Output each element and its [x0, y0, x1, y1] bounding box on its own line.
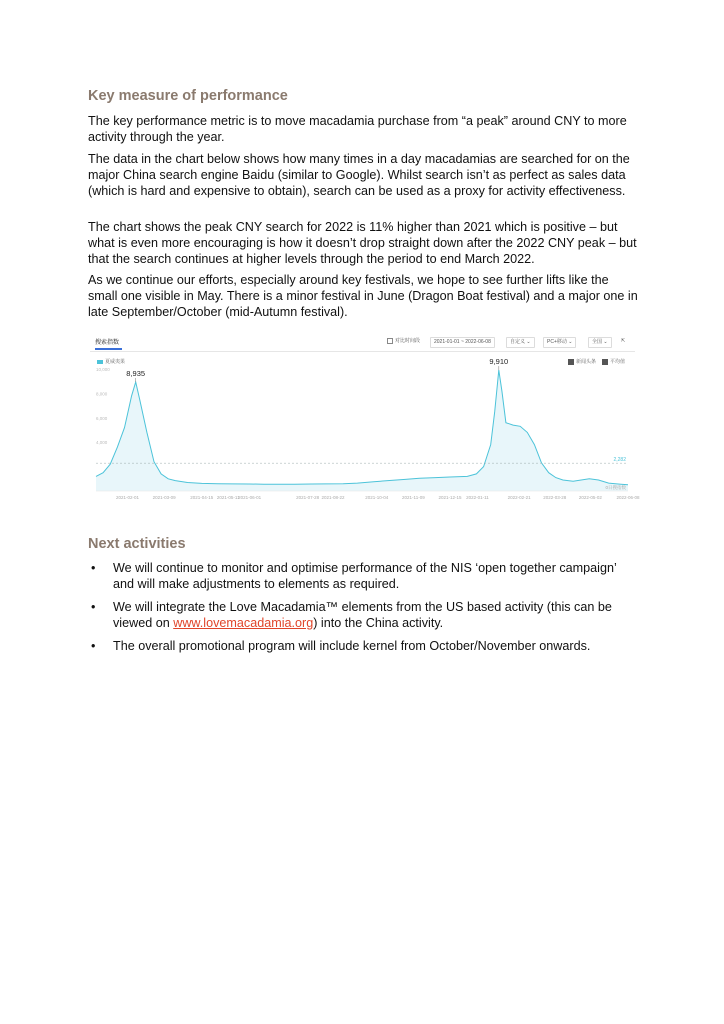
- x-tick-label: 2022-06-08: [616, 495, 640, 500]
- paragraph-2: The data in the chart below shows how many times in a day macadamias are searched for on the major China search engine Baidu (similar to Google). Whilst search isn’t as perfect as sales data (which is hard and expensive to obtain), search can be used as a proxy for activity effectiveness.: [88, 152, 630, 198]
- share-icon[interactable]: ⇱: [621, 338, 626, 344]
- lovemacadamia-link[interactable]: www.lovemacadamia.org: [173, 616, 314, 630]
- list-item: [88, 599, 640, 631]
- chevron-down-icon: ⌄: [568, 339, 573, 345]
- device-label: PC+移动: [547, 339, 567, 345]
- bullet: •: [91, 561, 96, 575]
- news-option-label: 新闻头条: [576, 359, 597, 365]
- paragraph-3: The chart shows the peak CNY search for 2022 is 11% higher than 2021 which is positive – but what is even more encouraging is how it doesn’t drop straight down after the 2022 CNY peak – but that the search continues at higher levels through the period to end March 2022.: [88, 220, 637, 266]
- x-tick-label: 2021-11-09: [402, 495, 425, 500]
- x-tick-label: 2022-05-02: [578, 495, 602, 500]
- x-tick-label: 2021-06-01: [238, 495, 262, 500]
- x-tick-label: 2022-01-11: [466, 495, 489, 500]
- x-tick-label: 2021-03-09: [152, 495, 176, 500]
- tab-search-index[interactable]: 搜索指数: [95, 340, 120, 346]
- x-tick-label: 2021-02-01: [116, 495, 140, 500]
- y-tick-label: 4,000: [96, 440, 108, 446]
- y-tick-label: 6,000: [96, 415, 108, 421]
- chart-plot: [90, 333, 640, 508]
- activities-list: [88, 560, 640, 661]
- list-item: [88, 638, 640, 654]
- x-tick-label: 2021-04-15: [190, 495, 214, 500]
- x-tick-label: 2021-12-15: [438, 495, 462, 500]
- x-tick-label: 2022-02-21: [507, 495, 531, 500]
- y-tick-label: 8,000: [96, 391, 108, 397]
- list-item-text-pre: We will integrate the Love Macadamia™ elements from the US based activity (this can be viewed on: [113, 600, 612, 630]
- average-option-label: 平均值: [610, 359, 626, 365]
- average-value-label: 2,282: [613, 457, 626, 464]
- compare-period-label: 对比时间段: [395, 338, 421, 344]
- list-item-text: The overall promotional program will include kernel from October/November onwards.: [113, 639, 591, 653]
- legend-label: 夏威夷果: [105, 359, 126, 365]
- x-tick-label: 2021-08-22: [321, 495, 345, 500]
- chevron-down-icon: ⌄: [603, 339, 608, 345]
- region-label: 全国: [592, 339, 603, 345]
- paragraph-1: The key performance metric is to move macadamia purchase from “a peak” around CNY to more activity through the year.: [88, 114, 627, 144]
- date-range-select[interactable]: 2021-01-01 ~ 2022-06-08: [430, 337, 495, 348]
- bullet: •: [91, 600, 96, 614]
- paragraph-4: As we continue our efforts, especially around key festivals, we hope to see further lifts like the small one visible in May. There is a minor festival in June (Dragon Boat festival) and a major one in late September/October (mid-Autumn festival).: [88, 273, 638, 319]
- bullet: •: [91, 639, 96, 653]
- list-item-text-post: ) into the China activity.: [313, 616, 444, 630]
- section-heading-performance: Key measure of performance: [88, 88, 288, 104]
- series-area: [96, 370, 628, 491]
- list-item: [88, 560, 640, 592]
- chart-footer-label: 0日搜指数: [605, 485, 626, 490]
- section-heading-next-activities: Next activities: [88, 536, 186, 552]
- x-tick-label: 2021-07-28: [296, 495, 320, 500]
- y-tick-label: 10,000: [96, 367, 110, 372]
- x-tick-label: 2021-10-04: [365, 495, 389, 500]
- list-item-text: We will continue to monitor and optimise performance of the NIS ‘open together campaign’ and will make adjustments to elements as required.: [113, 561, 617, 591]
- baidu-index-chart: [90, 333, 640, 508]
- custom-range-label: 自定义: [510, 339, 526, 345]
- x-tick-label: 2021-05-11: [216, 495, 240, 500]
- series-line: [96, 370, 628, 485]
- x-tick-label: 2022-03-28: [543, 495, 567, 500]
- chevron-down-icon: ⌄: [526, 339, 531, 345]
- peak-label: 9,910: [489, 357, 509, 367]
- peak-label: 8,935: [126, 368, 146, 378]
